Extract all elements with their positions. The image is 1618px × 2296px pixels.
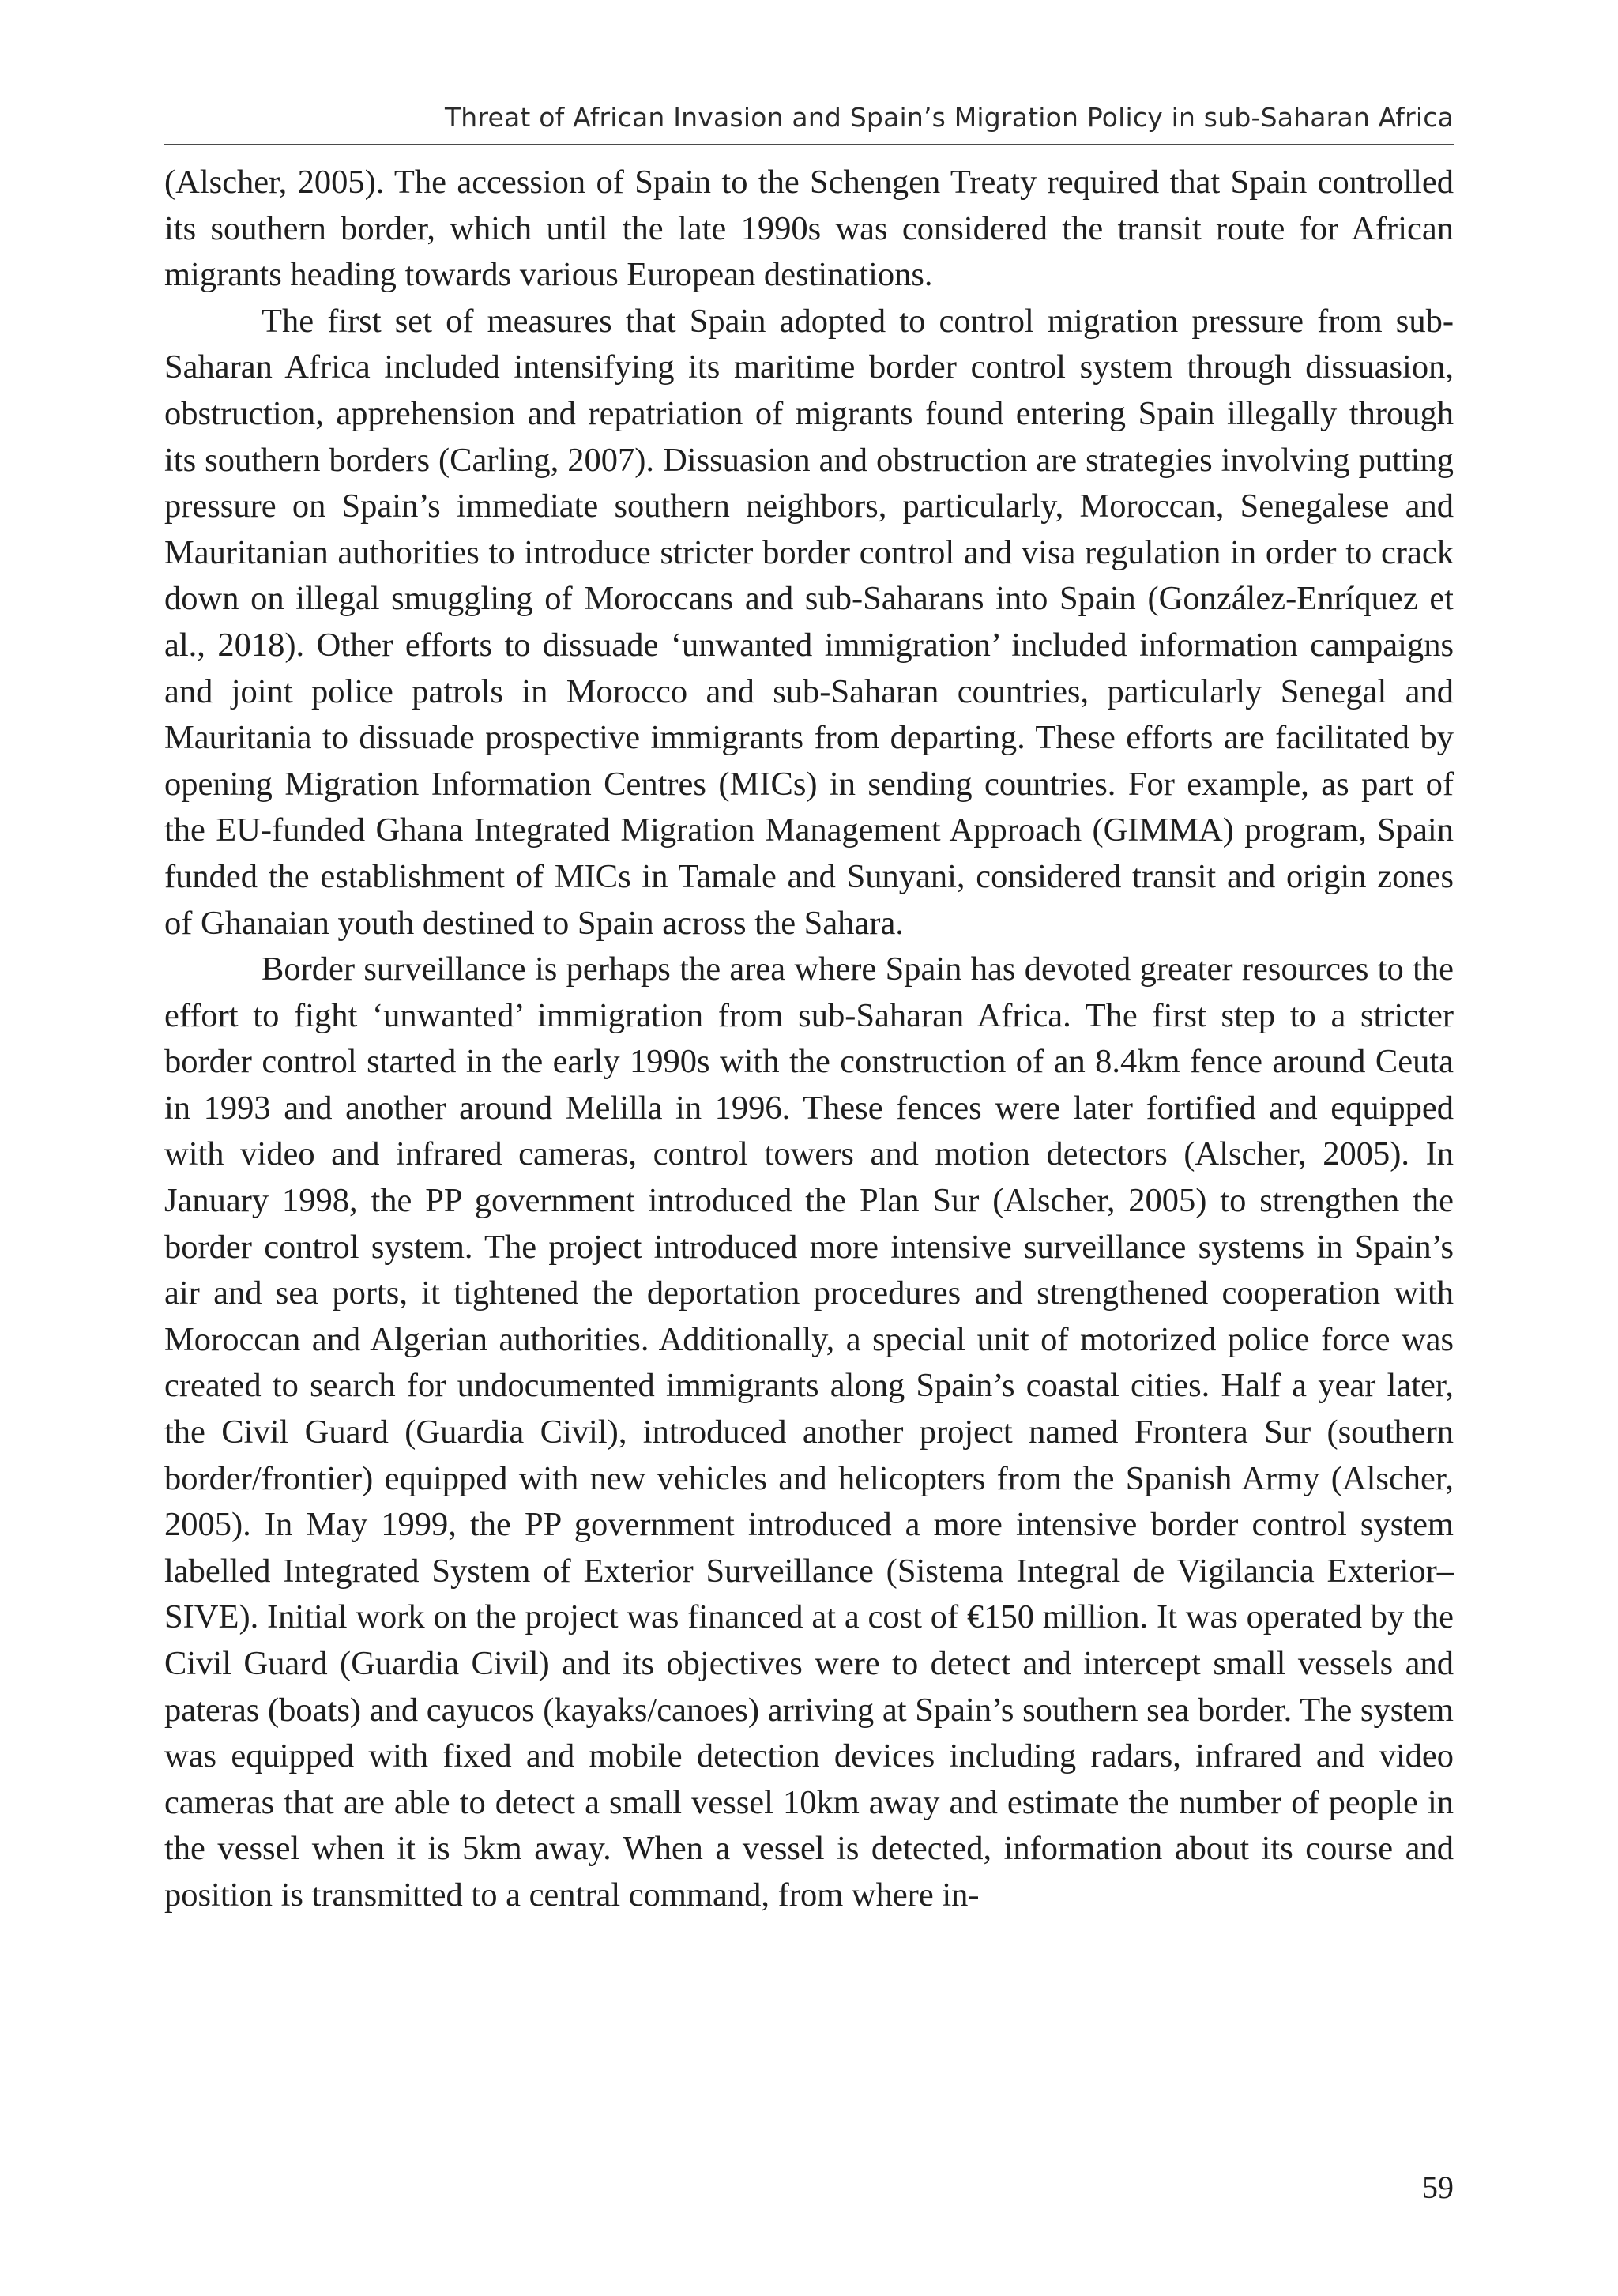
paragraph-border-surveillance: Border surveillance is perhaps the area where Spain has devoted greater resources to the effort to fight ‘unwanted’ immigration from sub-Saharan Africa. The first step to a stricter border control started in the early 1990s with the construction of an 8.4km fence around Ceuta in 1993 and another around Melilla in 1996. These fences were later fortified and equipped with video and infrared cameras, control towers and motion detectors (Alscher, 2005). In January 1998, the PP government introduced the Plan Sur (Alscher, 2005) to strengthen the border control system. The project introduced more intensive surveillance systems in Spain’s air and sea ports, it tightened the deportation procedures and strengthened cooperation with Moroccan and Algerian authorities. Additionally, a special unit of motorized police force was created to search for undocumented immigrants along Spain’s coastal cities. Half a year later, the Civil Guard (Guardia Civil), introduced another project named Frontera Sur (southern border/frontier) equipped with new vehicles and helicopters from the Spanish Army (Alscher, 2005). In May 1999, the PP government introduced a more intensive border control system labelled Integrated System of Exterior Surveillance (Sistema Integral de Vigilancia Exterior–SIVE). Initial work on the project was financed at a cost of €150 million. It was operated by the Civil Guard (Guardia Civil) and its objectives were to detect and intercept small vessels and pateras (boats) and cayucos (kayaks/canoes) arriving at Spain’s southern sea border. The system was equipped with fixed and mobile detection devices including radars, infrared and video cameras that are able to detect a small vessel 10km away and estimate the number of people in the vessel when it is 5km away. When a vessel is detected, information about its course and position is transmitted to a central command, from where in- [164,950,1454,1914]
paragraph-dissuasion-measures: The first set of measures that Spain adopted to control migration pressure from sub-Saharan Africa included intensifying its maritime border control system through dissuasion, obstruction, apprehension and repatriation of migrants found entering Spain illegally through its southern borders (Carling, 2007). Dissuasion and obstruction are strategies involving putting pressure on Spain’s immediate southern neighbors, particularly, Moroccan, Senegalese and Mauritanian authorities to introduce stricter border control and visa regulation in order to crack down on illegal smuggling of Moroccans and sub-Saharans into Spain (González-Enríquez et al., 2018). Other efforts to dissuade ‘unwanted immigration’ included information campaigns and joint police patrols in Morocco and sub-Saharan countries, particularly Senegal and Mauritania to dissuade prospective immigrants from departing. These efforts are facilitated by opening Migration Information Centres (MICs) in sending countries. For example, as part of the EU-funded Ghana Integrated Migration Management Approach (GIMMA) program, Spain funded the establishment of MICs in Tamale and Sunyani, considered transit and origin zones of Ghanaian youth destined to Spain across the Sahara. [164,302,1454,942]
body-text [164,160,1454,1919]
running-header: Threat of African Invasion and Spain’s Migration Policy in sub-Saharan Africa [164,100,1454,145]
paragraph-continuation: (Alscher, 2005). The accession of Spain to the Schengen Treaty required that Spain controlled its southern border, which until the late 1990s was considered the transit route for African migrants heading towards various European destinations. [164,164,1454,294]
page-number: 59 [1422,2170,1454,2205]
document-page [164,0,1454,2296]
